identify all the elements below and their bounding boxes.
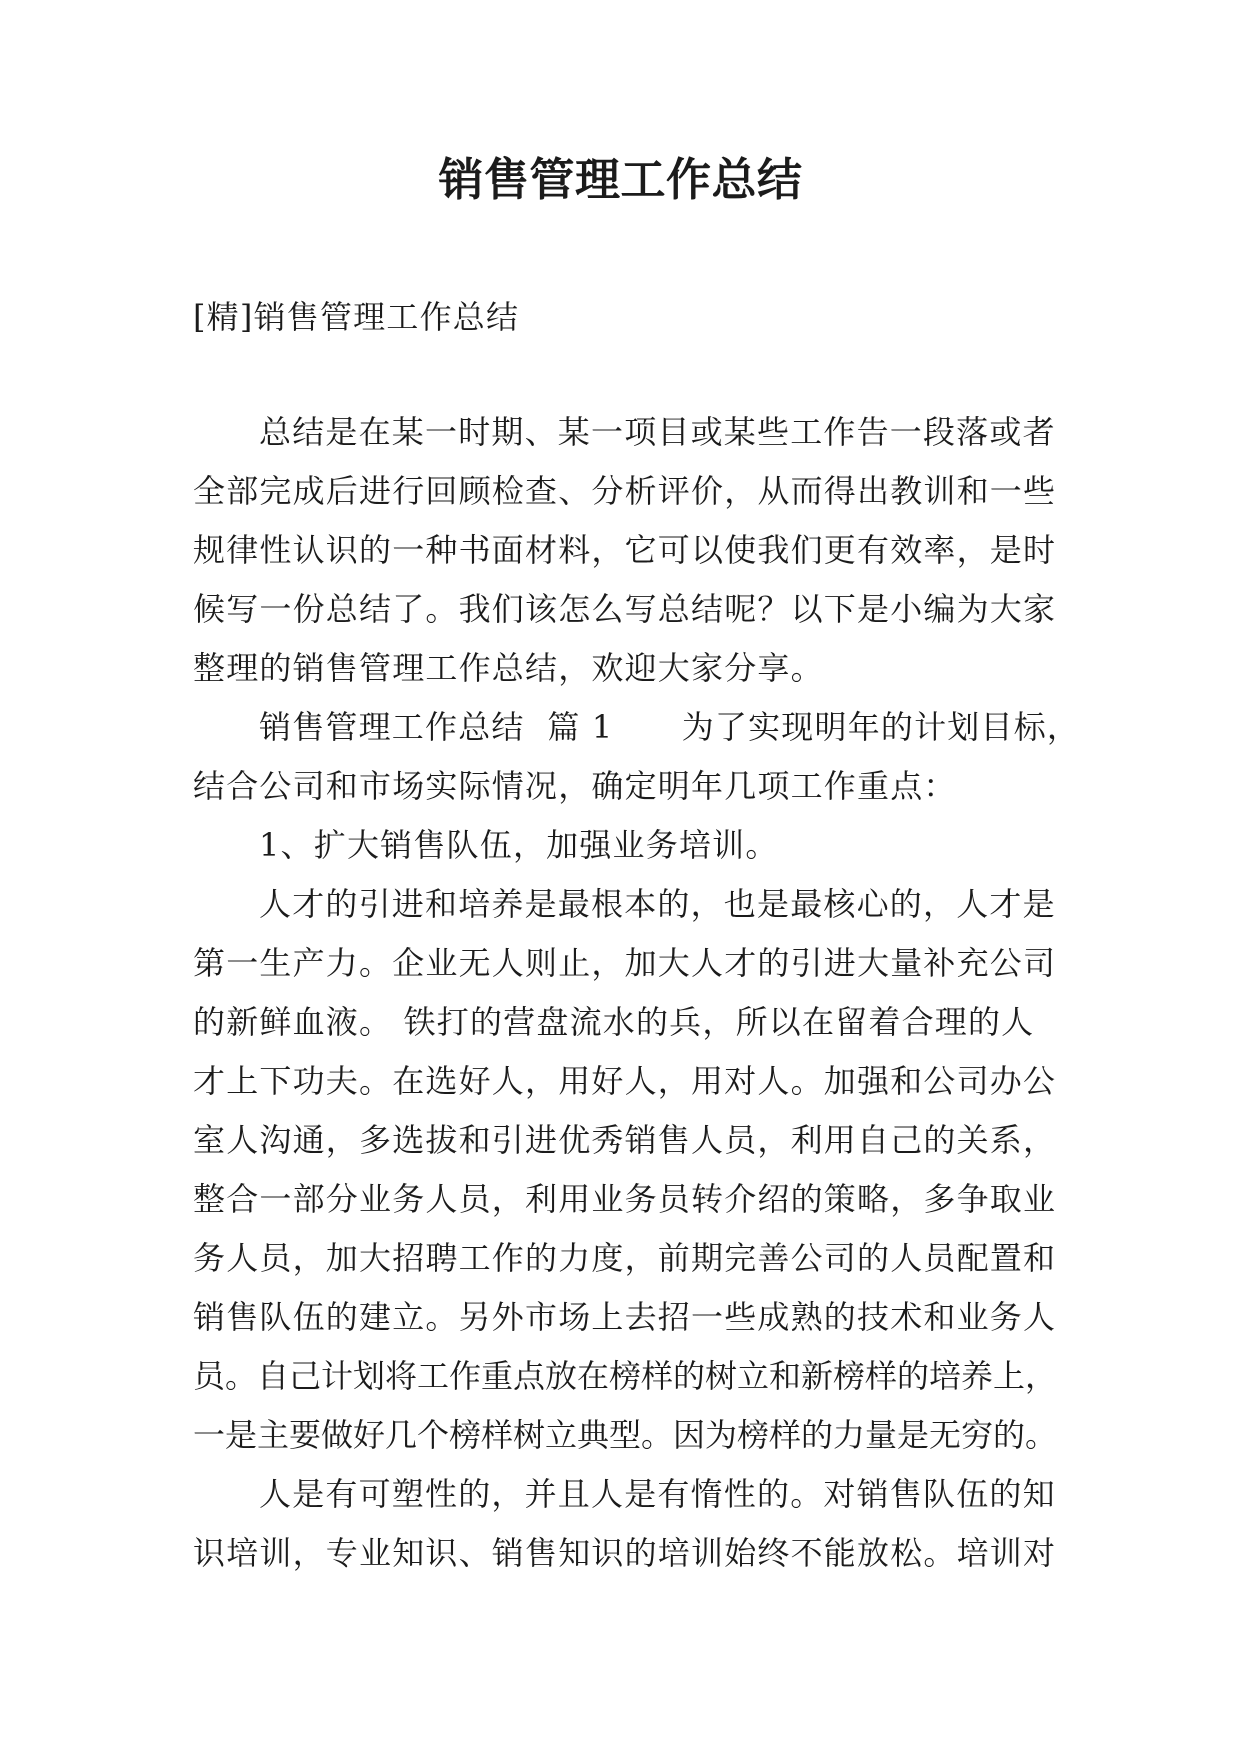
text-line: 才上下功夫。在选好人，用好人，用对人。加强和公司办公 bbox=[193, 1062, 1057, 1100]
document-title: 销售管理工作总结 bbox=[438, 153, 803, 206]
text-line: 人才的引进和培养是最根本的，也是最核心的，人才是 bbox=[259, 885, 1056, 923]
text-line: 全部完成后进行回顾检查、分析评价，从而得出教训和一些 bbox=[193, 472, 1057, 510]
text-line: 规律性认识的一种书面材料，它可以使我们更有效率，是时 bbox=[193, 531, 1057, 569]
text-line: 整合一部分业务人员，利用业务员转介绍的策略，多争取业 bbox=[193, 1180, 1057, 1218]
text-line: 一是主要做好几个榜样树立典型。因为榜样的力量是无穷的。 bbox=[193, 1416, 1058, 1454]
text-line: 室人沟通，多选拔和引进优秀销售人员，利用自己的关系， bbox=[193, 1121, 1057, 1159]
text-line: 候写一份总结了。我们该怎么写总结呢？以下是小编为大家 bbox=[193, 590, 1057, 628]
paragraph-intro bbox=[193, 403, 1093, 698]
text-line: 销售管理工作总结 篇 1 为了实现明年的计划目标， bbox=[259, 708, 1081, 746]
text-line: 识培训，专业知识、销售知识的培训始终不能放松。培训对 bbox=[193, 1534, 1057, 1572]
text-line: 结合公司和市场实际情况，确定明年几项工作重点： bbox=[193, 767, 957, 805]
text-line: 务人员，加大招聘工作的力度，前期完善公司的人员配置和 bbox=[193, 1239, 1057, 1277]
text-line: 整理的销售管理工作总结，欢迎大家分享。 bbox=[193, 649, 824, 687]
paragraph-point-1 bbox=[193, 816, 1093, 875]
text-line: 第一生产力。企业无人则止，加大人才的引进大量补充公司 bbox=[193, 944, 1057, 982]
text-line: 人是有可塑性的，并且人是有惰性的。对销售队伍的知 bbox=[259, 1475, 1056, 1513]
paragraph-training bbox=[193, 1465, 1093, 1583]
text-line: 1、扩大销售队伍，加强业务培训。 bbox=[259, 826, 779, 864]
text-line: 总结是在某一时期、某一项目或某些工作告一段落或者 bbox=[259, 413, 1056, 451]
text-line: 员。自己计划将工作重点放在榜样的树立和新榜样的培养上， bbox=[193, 1357, 1058, 1395]
document-body bbox=[193, 403, 1093, 1583]
text-line: 销售队伍的建立。另外市场上去招一些成熟的技术和业务人 bbox=[193, 1298, 1057, 1336]
document-subtitle: [精]销售管理工作总结 bbox=[193, 298, 520, 336]
paragraph-talent bbox=[193, 875, 1093, 1465]
text-line: 的新鲜血液。 铁打的营盘流水的兵，所以在留着合理的人 bbox=[193, 1003, 1035, 1041]
paragraph-section-1 bbox=[193, 698, 1093, 816]
